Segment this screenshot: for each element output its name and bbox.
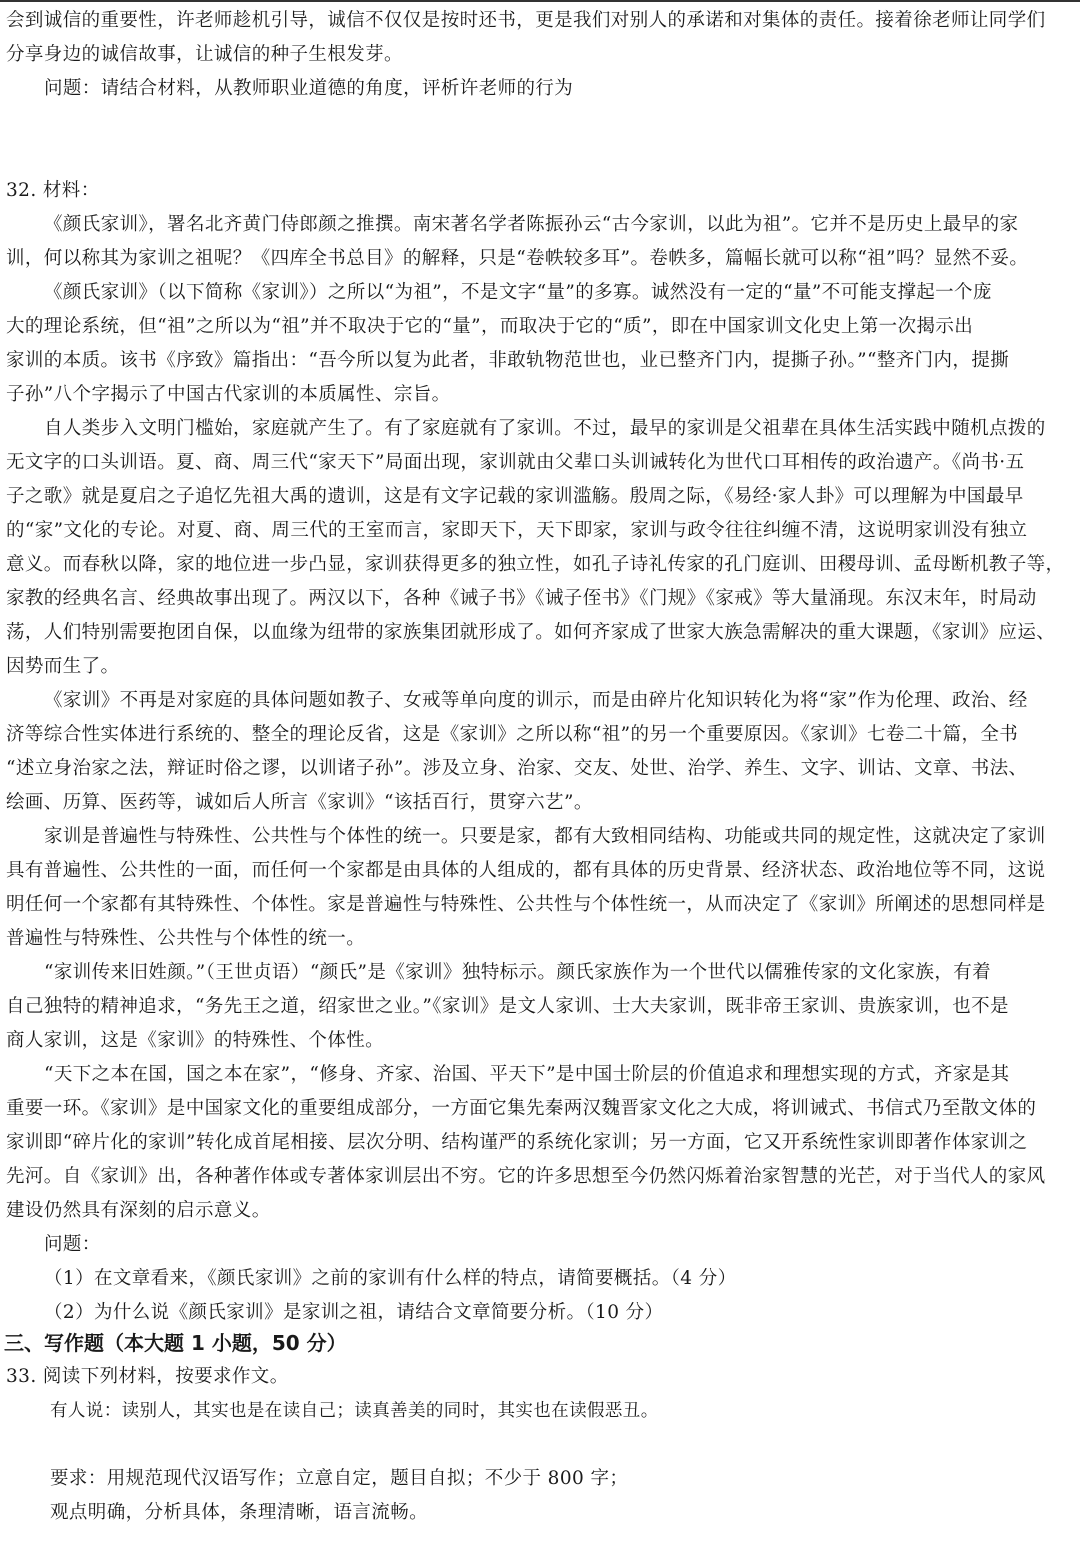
q32-p4-line: “述立身治家之法，辩证时俗之谬，以训诸子孙”。涉及立身、治家、交友、处世、治学、养生、文字、训诂、文章、书法、	[6, 758, 1028, 779]
q32-p4-line: 济等综合性实体进行系统的、整全的理论反省，这是《家训》之所以称“祖”的另一个重要原因。《家训》七卷二十篇，全书	[6, 724, 1019, 745]
q32-p2-line: 子孙”八个字揭示了中国古代家训的本质属性、宗旨。	[6, 384, 451, 405]
q32-p3-line: 因势而生了。	[6, 656, 120, 677]
q32-p3-line: 自人类步入文明门槛始，家庭就产生了。有了家庭就有了家训。不过，最早的家训是父祖辈在具体生活实践中随机点拨的	[44, 418, 1046, 439]
q33-requirements	[6, 1462, 1074, 1530]
q31-line-2: 分享身边的诚信故事，让诚信的种子生根发芽。	[6, 44, 403, 65]
q32-p3-line: 荡，人们特别需要抱团自保，以血缘为纽带的家族集团就形成了。如何齐家成了世家大族急需解决的重大课题，《家训》应运、	[6, 622, 1056, 643]
q33-prompt: 33. 阅读下列材料，按要求作文。	[6, 1366, 289, 1387]
q32-sub-question-1: （1）在文章看来，《颜氏家训》之前的家训有什么样的特点，请简要概括。（4 分）	[44, 1268, 737, 1289]
q33-block	[6, 1360, 1074, 1428]
q33-requirement-2: 观点明确，分析具体，条理清晰，语言流畅。	[50, 1502, 429, 1523]
q33-material: 有人说：读别人，其实也是在读自己；读真善美的同时，其实也在读假恶丑。	[50, 1401, 659, 1421]
q32-p4-line: 《家训》不再是对家庭的具体问题如教子、女戒等单向度的训示，而是由碎片化知识转化为将“家”作为伦理、政治、经	[44, 690, 1028, 711]
top-border-rule	[0, 0, 1080, 2]
q32-p7-line: 先河。自《家训》出，各种著作体或专著体家训层出不穷。它的许多思想至今仍然闪烁着治家智慧的光芒，对于当代人的家风	[6, 1166, 1046, 1187]
q32-p3-line: 家教的经典名言、经典故事出现了。两汉以下，各种《诫子书》《诫子侄书》《门规》《家戒》等大量涌现。东汉末年，时局动	[6, 588, 1037, 609]
q32-p1-line: 训，何以称其为家训之祖呢？《四库全书总目》的解释，只是“卷帙较多耳”。卷帙多，篇幅长就可以称“祖”吗？显然不妥。	[6, 248, 1029, 269]
q32-p3-line: 子之歌》就是夏启之子追忆先祖大禹的遗训，这是有文字记载的家训滥觞。殷周之际，《易经·家人卦》可以理解为中国最早	[6, 486, 1024, 507]
q32-p7-line: 家训即“碎片化的家训”转化成首尾相接、层次分明、结构谨严的系统化家训；另一方面，它又开系统性家训即著作体家训之	[6, 1132, 1028, 1153]
q32-p1-line: 《颜氏家训》，署名北齐黄门侍郎颜之推撰。南宋著名学者陈振孙云“古今家训，以此为祖”。它并不是历史上最早的家	[44, 214, 1019, 235]
q32-p5-line: 具有普遍性、公共性的一面，而任何一个家都是由具体的人组成的，都有具体的历史背景、经济状态、政治地位等不同，这说	[6, 860, 1046, 881]
q32-p7-line: 建设仍然具有深刻的启示意义。	[6, 1200, 271, 1221]
q32-p6-line: “家训传来旧姓颜。”（王世贞语）“颜氏”是《家训》独特标示。颜氏家族作为一个世代以儒雅传家的文化家族，有着	[44, 962, 992, 983]
q32-p2-line: 家训的本质。该书《序致》篇指出：“吾今所以复为此者，非敢轨物范世也，业已整齐门内，提撕子孙。”“整齐门内，提撕	[6, 350, 1010, 371]
q31-material-tail	[6, 4, 1074, 106]
q33-requirement-1: 要求：用规范现代汉语写作；立意自定，题目自拟；不少于 800 字；	[50, 1468, 629, 1489]
q32-p4-line: 绘画、历算、医药等，诚如后人所言《家训》“该括百行，贯穿六艺”。	[6, 792, 593, 813]
q32-label: 32. 材料：	[6, 180, 100, 201]
q32-block	[6, 174, 1074, 1330]
q32-p3-line: 意义。而春秋以降，家的地位进一步凸显，家训获得更多的独立性，如孔子诗礼传家的孔门庭训、田稷母训、孟母断机教子等，	[6, 554, 1065, 575]
q32-sub-question-2: （2）为什么说《颜氏家训》是家训之祖，请结合文章简要分析。（10 分）	[44, 1302, 664, 1323]
q31-line-1: 会到诚信的重要性，许老师趁机引导，诚信不仅仅是按时还书，更是我们对别人的承诺和对集体的责任。接着徐老师让同学们	[6, 10, 1046, 31]
q32-p6-line: 商人家训，这是《家训》的特殊性、个体性。	[6, 1030, 385, 1051]
q32-p3-line: 的“家”文化的专论。对夏、商、周三代的王室而言，家即天下，天下即家，家训与政令往往纠缠不清，这说明家训没有独立	[6, 520, 1028, 541]
q32-p5-line: 普遍性与特殊性、公共性与个体性的统一。	[6, 928, 366, 949]
q32-p6-line: 自己独特的精神追求，“务先王之道，绍家世之业。”《家训》是文人家训、士大夫家训，既非帝王家训、贵族家训，也不是	[6, 996, 1009, 1017]
q32-question-label: 问题：	[44, 1234, 101, 1255]
q32-p5-line: 家训是普遍性与特殊性、公共性与个体性的统一。只要是家，都有大致相同结构、功能或共同的规定性，这就决定了家训	[44, 826, 1046, 847]
q32-p7-line: “天下之本在国，国之本在家”，“修身、齐家、治国、平天下”是中国士阶层的价值追求和理想实现的方式，齐家是其	[44, 1064, 1010, 1085]
q32-p3-line: 无文字的口头训语。夏、商、周三代“家天下”局面出现，家训就由父辈口头训诫转化为世代口耳相传的政治遗产。《尚书·五	[6, 452, 1025, 473]
q31-question: 问题：请结合材料，从教师职业道德的角度，评析许老师的行为	[44, 78, 574, 99]
q32-p2-line: 大的理论系统，但“祖”之所以为“祖”并不取决于它的“量”，而取决于它的“质”，即在中国家训文化史上第一次揭示出	[6, 316, 974, 337]
q32-p7-line: 重要一环。《家训》是中国家文化的重要组成部分，一方面它集先秦两汉魏晋家文化之大成，将训诫式、书信式乃至散文体的	[6, 1098, 1037, 1119]
section-3-heading: 三、写作题（本大题 1 小题，50 分）	[4, 1331, 347, 1355]
q32-p5-line: 明任何一个家都有其特殊性、个体性。家是普遍性与特殊性、公共性与个体性统一，从而决定了《家训》所阐述的思想同样是	[6, 894, 1046, 915]
q32-p2-line: 《颜氏家训》（以下简称《家训》）之所以“为祖”，不是文字“量”的多寡。诚然没有一定的“量”不可能支撑起一个庞	[44, 282, 992, 303]
